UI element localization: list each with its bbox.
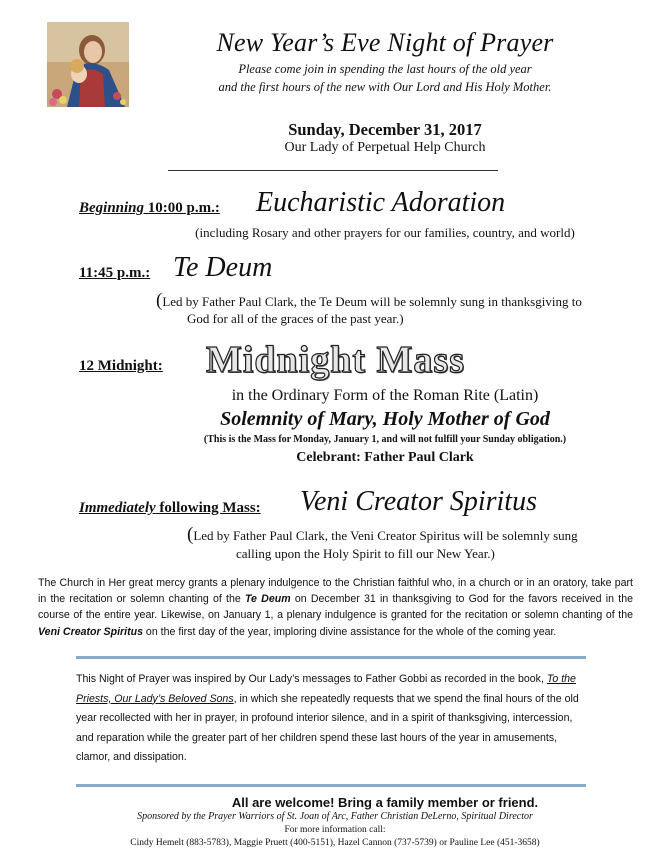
- tedeum-open-paren: (: [156, 290, 163, 311]
- event-date: Sunday, December 31, 2017: [288, 120, 482, 139]
- contact-list: Cindy Hemelt (883-5783), Maggie Pruett (400-5151), Hazel Cannon (737-5739) or Pauline Lee (451-3658): [130, 838, 540, 848]
- veni-description-text: Led by Father Paul Clark, the Veni Creator Spiritus will be solemnly sung: [193, 528, 578, 543]
- veni-time-label: [79, 500, 261, 517]
- veni-title: Veni Creator Spiritus: [300, 486, 537, 517]
- adoration-description: (including Rosary and other prayers for our families, country, and world): [195, 225, 575, 240]
- tedeum-label-time: 11:45 p.m.: [79, 265, 146, 281]
- section-rule-top: [76, 656, 586, 659]
- tedeum-label-suffix: :: [145, 265, 151, 281]
- adoration-label-suffix: :: [214, 200, 220, 216]
- veni-label-rest: following Mass: [155, 500, 256, 516]
- veni-label-suffix: :: [255, 500, 261, 516]
- indulgence-te-deum: Te Deum: [244, 593, 291, 606]
- indulgence-part-3: on the first day of the year, imploring divine assistance for the whole of the coming year.: [142, 625, 557, 638]
- indulgence-part-1: The Church in Her great mercy grants a plenary indulgence to the Christian faithful who, in a church or in an oratory, take part in the recitation or solemn chanting of the: [38, 577, 633, 606]
- tedeum-description-line-2: God for all of the graces of the past year.): [187, 311, 404, 326]
- header-divider: [168, 170, 498, 171]
- mass-rite: in the Ordinary Form of the Roman Rite (Latin): [231, 387, 539, 404]
- madonna-child-painting: [47, 22, 129, 107]
- solemnity-title: Solemnity of Mary, Holy Mother of God: [220, 408, 550, 430]
- page-title: New Year’s Eve Night of Prayer: [216, 28, 554, 57]
- inspiration-part-1: This Night of Prayer was inspired by Our Lady’s messages to Father Gobbi as recorded in the book,: [76, 673, 547, 685]
- madonna-image: [47, 22, 129, 107]
- indulgence-part-2: on December 31 in thanksgiving to God for the favors received in the course of the entire year. Likewise, on January 1, a plenary indulgence is granted for the recitation or solemn chanting of the: [38, 593, 633, 622]
- veni-label-prefix: Immediately: [79, 500, 156, 516]
- inspiration-paragraph: [76, 670, 586, 768]
- tedeum-description-text: Led by Father Paul Clark, the Te Deum will be solemnly sung in thanksgiving to: [162, 294, 582, 309]
- veni-description-line-2: calling upon the Holy Spirit to fill our New Year.): [236, 546, 495, 561]
- welcome-line: All are welcome! Bring a family member or friend.: [231, 795, 539, 810]
- inspiration-part-2: , in which she repeatedly requests that we spend the final hours of the old year recollected with her in prayer, in profound interior silence, and in a spirit of thanksgiving, intercession, and reparation while the greater part of her children spend these last hours of the year in amusements, clamor, and dissipation.: [76, 692, 579, 764]
- adoration-label-time: 10:00 p.m.: [144, 200, 215, 216]
- veni-open-paren: (: [187, 524, 194, 545]
- indulgence-paragraph: [38, 575, 633, 640]
- inspiration-book-title: To the Priests, Our Lady’s Beloved Sons: [76, 673, 576, 705]
- tedeum-description-line-1: [156, 290, 582, 312]
- tedeum-title: Te Deum: [173, 252, 273, 283]
- celebrant: Celebrant: Father Paul Clark: [296, 450, 474, 465]
- adoration-label-prefix: Beginning: [79, 200, 145, 216]
- adoration-title: Eucharistic Adoration: [256, 187, 506, 218]
- midnight-mass-title: Midnight Mass: [206, 339, 465, 381]
- obligation-note: (This is the Mass for Monday, January 1, and will not fulfill your Sunday obligation.): [203, 434, 567, 445]
- church-name: Our Lady of Perpetual Help Church: [284, 140, 486, 155]
- indulgence-veni: Veni Creator Spiritus: [38, 625, 143, 638]
- more-info-label: For more information call:: [284, 825, 386, 835]
- subtitle-line-2: and the first hours of the new with Our Lord and His Holy Mother.: [218, 80, 552, 94]
- subtitle-line-1: Please come join in spending the last hours of the old year: [238, 62, 532, 76]
- adoration-time-label: [79, 200, 220, 217]
- tedeum-time-label: [79, 265, 150, 282]
- veni-description-line-1: [187, 524, 578, 546]
- midnight-time-label: 12 Midnight:: [79, 358, 163, 374]
- section-rule-bottom: [76, 784, 586, 787]
- sponsor-line: Sponsored by the Prayer Warriors of St. Joan of Arc, Father Christian DeLerno, Spiritual Director: [137, 811, 533, 822]
